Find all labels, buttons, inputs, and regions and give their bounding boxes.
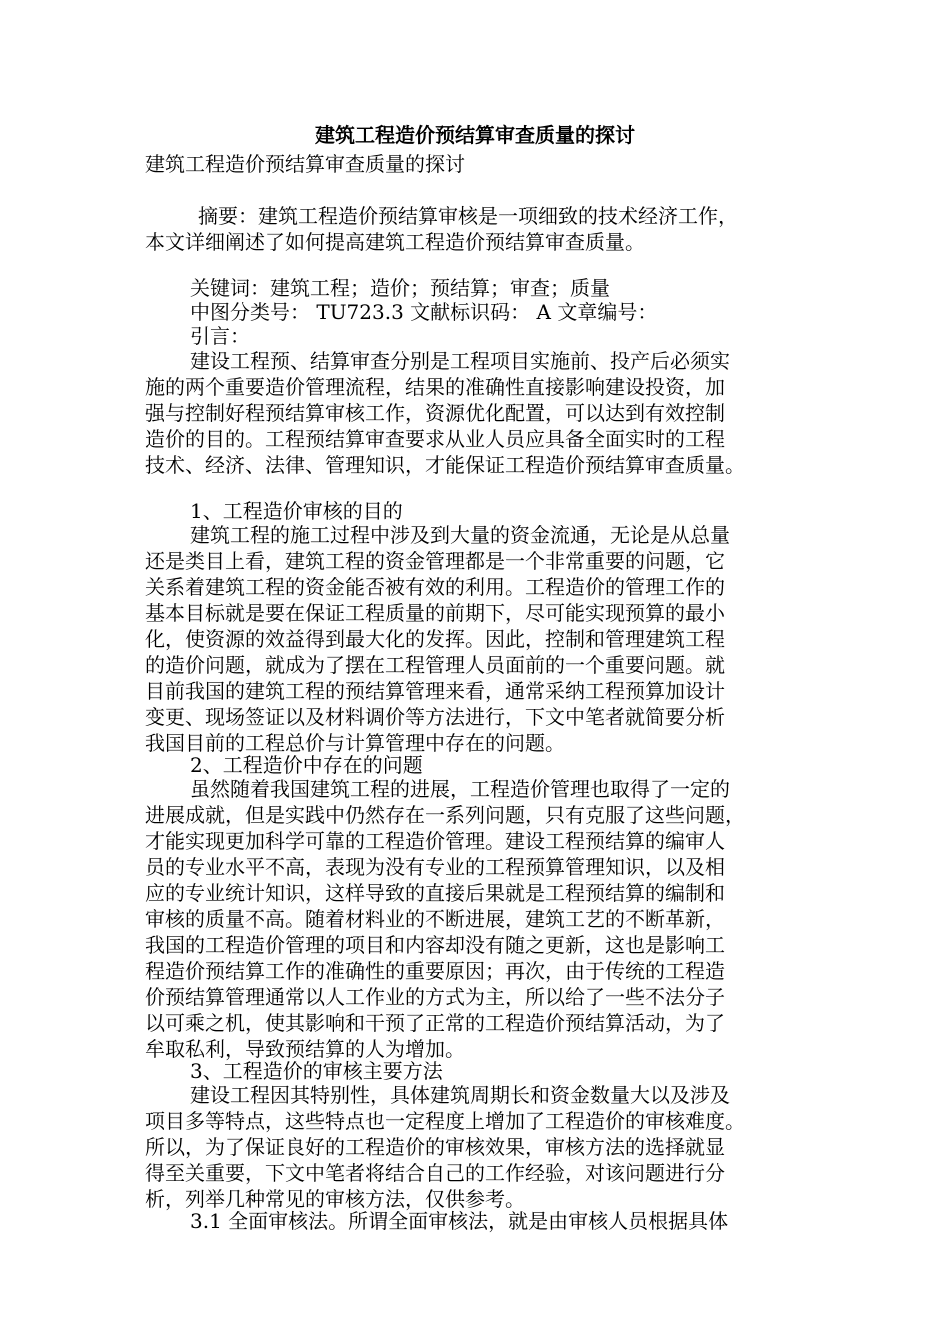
paragraph-line: 我国目前的工程总价与计算管理中存在的问题。 xyxy=(145,731,565,755)
paragraph-line: 3.1 全面审核法。所谓全面审核法，就是由审核人员根据具体 xyxy=(190,1209,729,1233)
paragraph-line: 技术、经济、法律、管理知识，才能保证工程造价预结算审查质量。 xyxy=(145,453,745,477)
paragraph-line: 员的专业水平不高，表现为没有专业的工程预算管理知识，以及相 xyxy=(145,855,725,879)
paragraph-line: 所以，为了保证良好的工程造价的审核效果，审核方法的选择就显 xyxy=(145,1135,725,1159)
section-heading: 3、工程造价的审核主要方法 xyxy=(190,1059,443,1083)
paragraph-line: 以可乘之机，使其影响和干预了正常的工程造价预结算活动，为了 xyxy=(145,1011,725,1035)
section-heading: 1、工程造价审核的目的 xyxy=(190,499,403,523)
paragraph-line: 造价的目的。工程预结算审查要求从业人员应具备全面实时的工程 xyxy=(145,427,725,451)
paragraph-line: 目前我国的建筑工程的预结算管理来看，通常采纳工程预算加设计 xyxy=(145,679,725,703)
paragraph-line: 才能实现更加科学可靠的工程造价管理。建设工程预结算的编审人 xyxy=(145,829,725,853)
paragraph-line: 基本目标就是要在保证工程质量的前期下，尽可能实现预算的最小 xyxy=(145,601,725,625)
paragraph-line: 建设工程因其特别性，具体建筑周期长和资金数量大以及涉及 xyxy=(190,1083,730,1107)
classification-line: 中图分类号： TU723.3 文献标识码： A 文章编号： xyxy=(190,300,658,324)
paragraph-line: 施的两个重要造价管理流程，结果的准确性直接影响建设投资，加 xyxy=(145,375,725,399)
abstract-line: 本文详细阐述了如何提高建筑工程造价预结算审查质量。 xyxy=(145,230,645,254)
paragraph-line: 虽然随着我国建筑工程的进展，工程造价管理也取得了一定的 xyxy=(190,777,730,801)
paragraph-line: 项目多等特点，这些特点也一定程度上增加了工程造价的审核难度。 xyxy=(145,1109,745,1133)
paragraph-line: 建设工程预、结算审查分别是工程项目实施前、投产后必须实 xyxy=(190,349,730,373)
paragraph-line: 价预结算管理通常以人工作业的方式为主，所以给了一些不法分子 xyxy=(145,985,725,1009)
intro-heading: 引言： xyxy=(190,324,250,348)
paragraph-line: 化，使资源的效益得到最大化的发挥。因此，控制和管理建筑工程 xyxy=(145,627,725,651)
subtitle-line: 建筑工程造价预结算审查质量的探讨 xyxy=(145,152,465,176)
paragraph-line: 关系着建筑工程的资金能否被有效的利用。工程造价的管理工作的 xyxy=(145,575,725,599)
document-title: 建筑工程造价预结算审查质量的探讨 xyxy=(315,123,635,147)
paragraph-line: 我国的工程造价管理的项目和内容却没有随之更新，这也是影响工 xyxy=(145,933,725,957)
paragraph-line: 得至关重要，下文中笔者将结合自己的工作经验，对该问题进行分 xyxy=(145,1161,725,1185)
section-heading: 2、工程造价中存在的问题 xyxy=(190,753,423,777)
paragraph-line: 的造价问题，就成为了摆在工程管理人员面前的一个重要问题。就 xyxy=(145,653,725,677)
abstract-line: 摘要：建筑工程造价预结算审核是一项细致的技术经济工作， xyxy=(198,204,738,228)
paragraph-line: 进展成就，但是实践中仍然存在一系列问题，只有克服了这些问题， xyxy=(145,803,745,827)
paragraph-line: 审核的质量不高。随着材料业的不断进展，建筑工艺的不断革新， xyxy=(145,907,725,931)
paragraph-line: 应的专业统计知识，这样导致的直接后果就是工程预结算的编制和 xyxy=(145,881,725,905)
paragraph-line: 强与控制好程预结算审核工作，资源优化配置，可以达到有效控制 xyxy=(145,401,725,425)
paragraph-line: 程造价预结算工作的准确性的重要原因；再次，由于传统的工程造 xyxy=(145,959,725,983)
paragraph-line: 变更、现场签证以及材料调价等方法进行，下文中笔者就简要分析 xyxy=(145,705,725,729)
paragraph-line: 牟取私利，导致预结算的人为增加。 xyxy=(145,1037,465,1061)
paragraph-line: 析，列举几种常见的审核方法，仅供参考。 xyxy=(145,1187,525,1211)
paragraph-line: 还是类目上看，建筑工程的资金管理都是一个非常重要的问题，它 xyxy=(145,549,725,573)
keywords-line: 关键词：建筑工程；造价；预结算；审查；质量 xyxy=(190,276,610,300)
paragraph-line: 建筑工程的施工过程中涉及到大量的资金流通，无论是从总量 xyxy=(190,523,730,547)
